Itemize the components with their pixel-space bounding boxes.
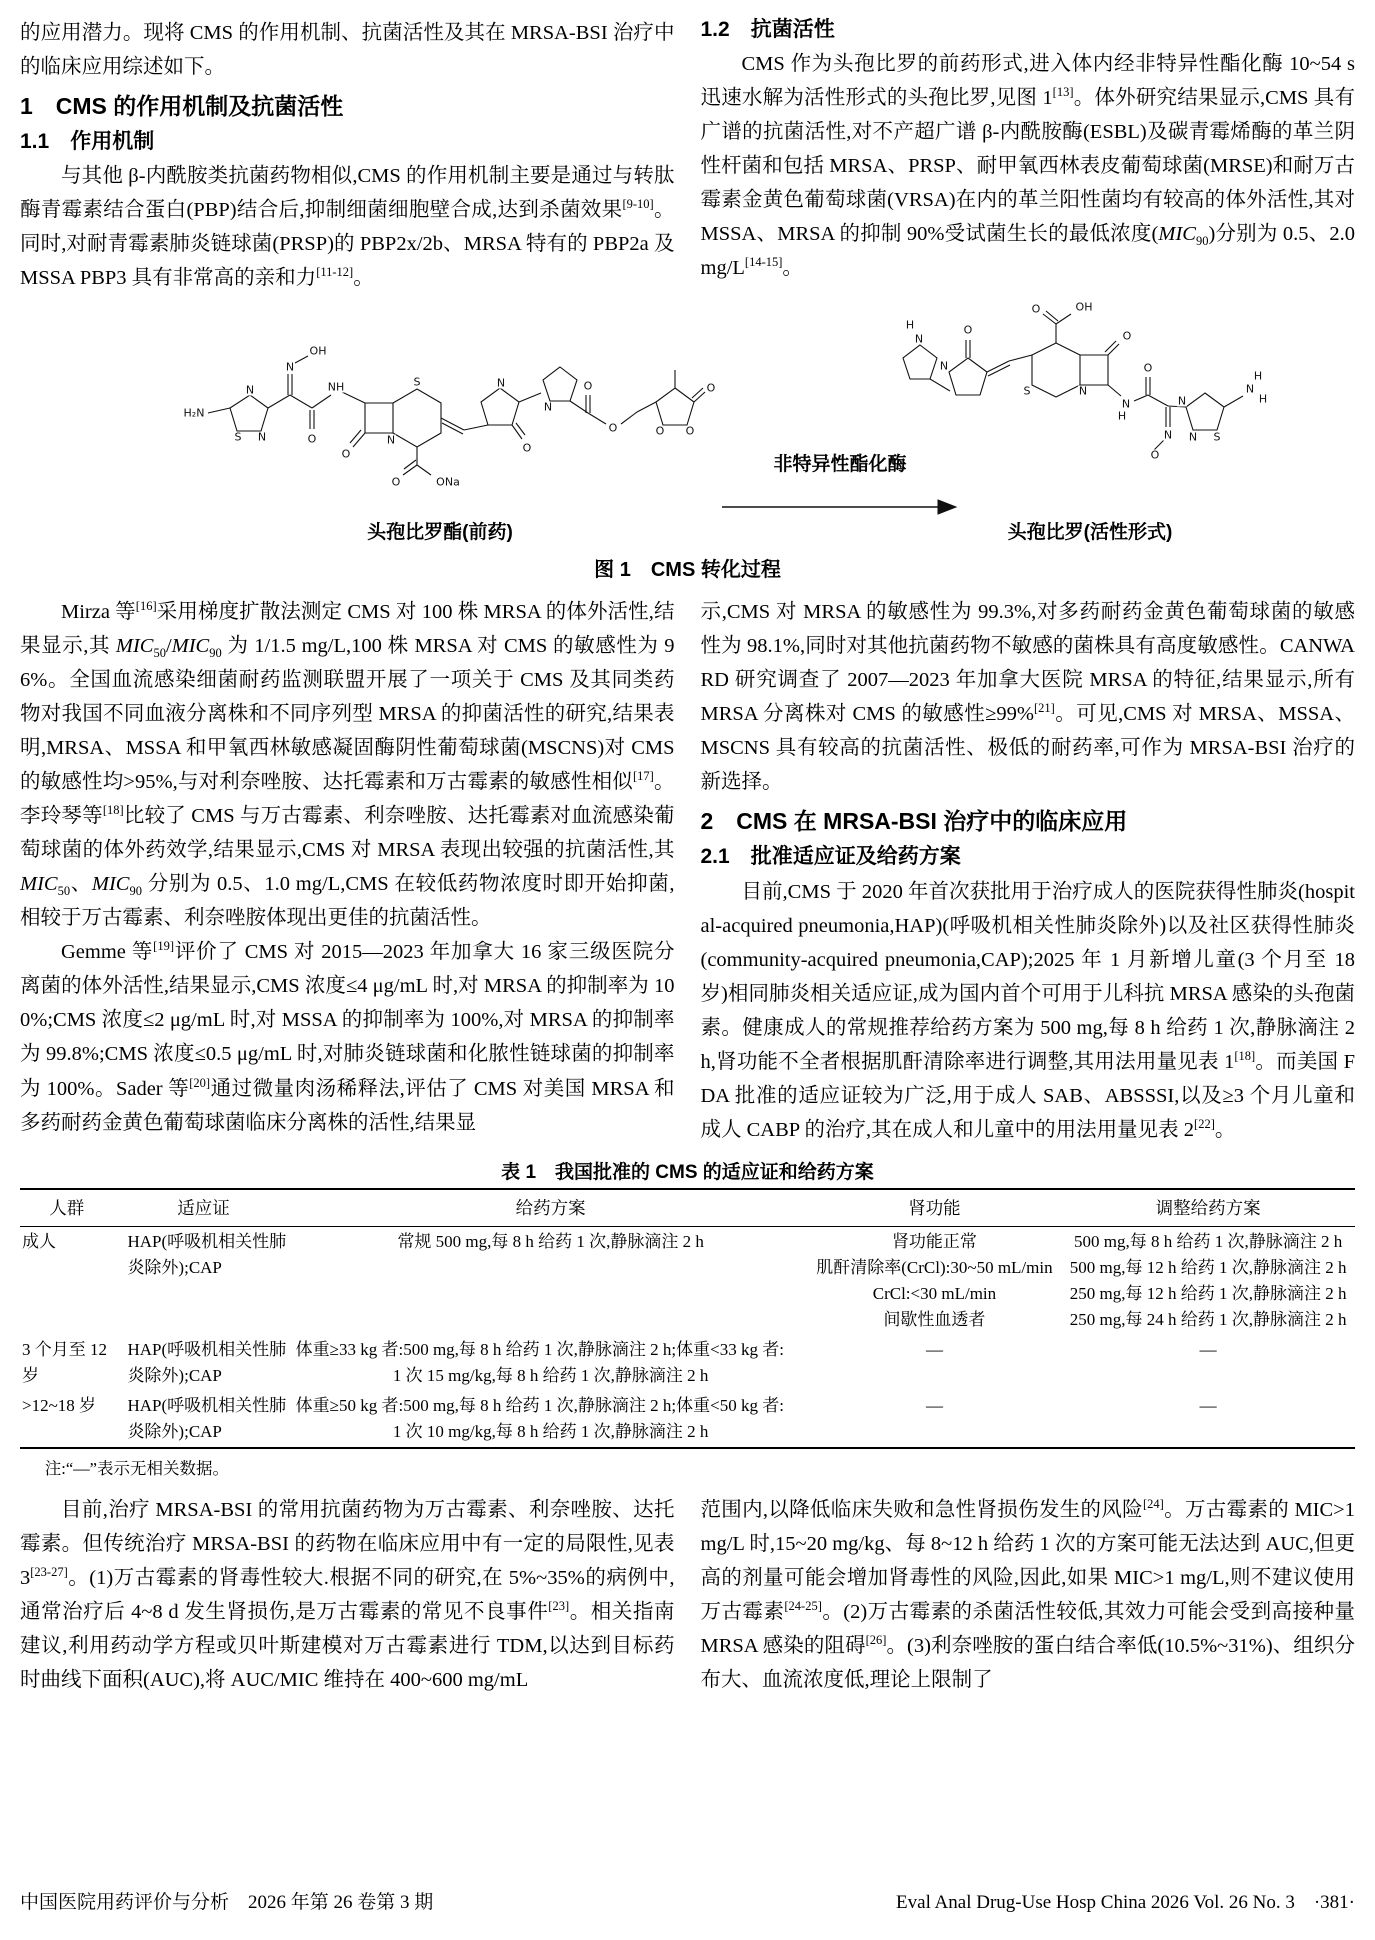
child2-regimen-line2: 1 次 10 mg/kg,每 8 h 给药 1 次,静脉滴注 2 h xyxy=(392,1421,709,1441)
atom-label: O xyxy=(1031,302,1041,316)
table-row-child-12-18y xyxy=(20,1391,1355,1447)
header-population: 人群 xyxy=(49,1197,85,1218)
footer-journal-en: Eval Anal Drug-Use Hosp China 2026 Vol. 26 No. 3 ·381· xyxy=(896,1892,1355,1913)
atom-label: O xyxy=(685,424,695,438)
top-left-column xyxy=(20,16,675,295)
atom-label: N xyxy=(543,400,553,414)
bottom-left-column xyxy=(20,1493,675,1697)
table-row-child-3m-12y xyxy=(20,1335,1355,1391)
child2-regimen xyxy=(294,1391,808,1447)
table-1-note: 注:“—”表示无相关数据。 xyxy=(44,1458,229,1478)
child2-population: >12~18 岁 xyxy=(22,1395,97,1415)
header-renal-function: 肾功能 xyxy=(908,1197,961,1218)
atom-label: O xyxy=(522,441,532,455)
bottom-band xyxy=(20,1493,1355,1697)
adult-population: 成人 xyxy=(22,1231,56,1251)
sensitivity-paragraph: 示,CMS 对 MRSA 的敏感性为 99.3%,对多药耐药金黄色葡萄球菌的敏感性为 98.1%,同时对其他抗菌药物不敏感的菌株具有高度敏感性。CANWARD 研究调查了 2007—2023 年加拿大医院 MRSA 的特征,结果显示,所有 MRSA 分离株对 CMS 的敏感性≥99%[21]。可见,CMS 对 MRSA、MSSA、MSCNS 具有较高的抗菌活性、极低的耐药率,可作为 MRSA-BSI 治疗的新选择。 xyxy=(700,601,1355,794)
atom-label: S xyxy=(234,430,242,444)
adjusted-dialysis: 250 mg,每 24 h 给药 1 次,静脉滴注 2 h xyxy=(1069,1309,1347,1329)
atom-label: N xyxy=(496,376,506,390)
figure-1-caption: 图 1 CMS 转化过程 xyxy=(594,559,781,582)
atom-label: H xyxy=(1117,409,1127,423)
atom-label: O xyxy=(1122,329,1132,343)
section-1-heading: 1 CMS 的作用机制及抗菌活性 xyxy=(20,93,344,120)
limitations-paragraph: 目前,治疗 MRSA-BSI 的常用抗菌药物为万古霉素、利奈唑胺、达托霉素。但传统治疗 MRSA-BSI 的药物在临床应用中有一定的局限性,见表 3[23-27]。(1)万古霉素的肾毒性较大.根据不同的研究,在 5%~35%的病例中,通常治疗后 4~8 d 发生肾损伤,是万古霉素的常见不良事件[23]。相关指南建议,利用药动学方程或贝叶斯建模对万古霉素进行 TDM,以达到目标药时曲线下面积(AUC),将 AUC/MIC 维持在 400~600 mg/mL xyxy=(20,1498,675,1691)
prodrug-label: 头孢比罗酯(前药) xyxy=(367,522,513,544)
renal-dialysis: 间歇性血透者 xyxy=(883,1309,986,1329)
atom-label: O xyxy=(1143,361,1153,375)
table-1 xyxy=(20,1157,1355,1479)
child1-renal: — xyxy=(925,1339,943,1359)
active-form-label: 头孢比罗(活性形式) xyxy=(1007,522,1173,544)
child1-regimen xyxy=(294,1335,808,1391)
atom-label: O xyxy=(608,421,618,435)
atom-label: O xyxy=(655,424,665,438)
renal-normal: 肾功能正常 xyxy=(891,1231,977,1251)
atom-label: OH xyxy=(1075,300,1093,314)
approval-paragraph: 目前,CMS 于 2020 年首次获批用于治疗成人的医院获得性肺炎(hospital-acquired pneumonia,HAP)(呼吸机相关性肺炎除外)以及社区获得性肺炎(community-acquired pneumonia,CAP);2025 年 1 月新增儿童(3 个月至 18 岁)相同肺炎相关适应证,成为国内首个可用于儿科抗 MRSA 感染的头孢菌素。健康成人的常规推荐给药方案为 500 mg,每 8 h 给药 1 次,静脉滴注 2 h,肾功能不全者根据肌酐清除率进行调整,其用法用量见表 1[18]。而美国 FDA 批准的适应证较为广泛,用于成人 SAB、ABSSSI,以及≥3 个月儿童和成人 CABP 的治疗,其在成人和儿童中的用法用量见表 2[22]。 xyxy=(700,880,1356,1141)
atom-label: NH xyxy=(327,380,345,394)
bottom-right-column xyxy=(701,1493,1356,1697)
atom-label: ONa xyxy=(436,475,460,489)
child2-indication: HAP(呼吸机相关性肺炎除外);CAP xyxy=(127,1395,287,1441)
adult-regimen: 常规 500 mg,每 8 h 给药 1 次,静脉滴注 2 h xyxy=(397,1231,704,1251)
atom-label: O xyxy=(1150,448,1160,462)
middle-right-column xyxy=(701,595,1356,1146)
atom-label: O xyxy=(307,432,317,446)
atom-label: O xyxy=(391,475,401,489)
section-1-2-heading: 1.2 抗菌活性 xyxy=(700,18,835,41)
middle-band xyxy=(20,595,1355,1146)
child2-renal: — xyxy=(925,1395,943,1415)
prodrug-structure xyxy=(160,313,720,513)
atom-label: N xyxy=(386,433,396,447)
table-1-grid xyxy=(20,1188,1355,1449)
renal-crcl-lt30: CrCl:<30 mL/min xyxy=(872,1283,997,1303)
header-regimen: 给药方案 xyxy=(515,1197,586,1218)
child1-regimen-line2: 1 次 15 mg/kg,每 8 h 给药 1 次,静脉滴注 2 h xyxy=(392,1365,709,1385)
table-1-title: 表 1 我国批准的 CMS 的适应证和给药方案 xyxy=(501,1161,874,1183)
adult-indication: HAP(呼吸机相关性肺炎除外);CAP xyxy=(127,1231,287,1277)
atom-label: H₂N xyxy=(183,406,205,420)
child1-indication: HAP(呼吸机相关性肺炎除外);CAP xyxy=(127,1339,287,1385)
atom-label: N xyxy=(257,430,267,444)
child2-adjusted: — xyxy=(1199,1395,1217,1415)
atom-label: O xyxy=(341,447,351,461)
atom-label: N xyxy=(1078,384,1088,398)
atom-label: O xyxy=(706,381,716,395)
atom-label: N xyxy=(1177,394,1187,408)
atom-label: N xyxy=(1121,397,1131,411)
middle-left-column xyxy=(20,595,675,1146)
atom-label: N xyxy=(939,359,949,373)
atom-label: H xyxy=(1258,392,1268,406)
section-2-heading: 2 CMS 在 MRSA-BSI 治疗中的临床应用 xyxy=(700,808,1128,835)
enzyme-label: 非特异性酯化酶 xyxy=(773,454,907,476)
atom-label: N xyxy=(1245,382,1255,396)
atom-label: S xyxy=(1213,430,1221,444)
adjusted-normal: 500 mg,每 8 h 给药 1 次,静脉滴注 2 h xyxy=(1073,1231,1343,1251)
header-indication: 适应证 xyxy=(177,1197,230,1218)
atom-label: N xyxy=(245,383,255,397)
adjusted-crcl-30-50: 500 mg,每 12 h 给药 1 次,静脉滴注 2 h xyxy=(1069,1257,1347,1277)
child1-population: 3 个月至 12 岁 xyxy=(22,1339,107,1385)
atom-label: S xyxy=(413,375,421,389)
child1-adjusted: — xyxy=(1199,1339,1217,1359)
adult-renal-list xyxy=(808,1227,1062,1335)
active-form-structure xyxy=(860,300,1320,513)
child1-regimen-line1: 体重≥33 kg 者:500 mg,每 8 h 给药 1 次,静脉滴注 2 h;体重<33 kg 者: xyxy=(295,1339,784,1359)
atom-label: S xyxy=(1023,384,1031,398)
atom-label: O xyxy=(583,379,593,393)
mirza-paragraph: Mirza 等[16]采用梯度扩散法测定 CMS 对 100 株 MRSA 的体外活性,结果显示,其 $MIC_{50}/MIC_{90}$ 为 1/1.5 mg/L,100 株 MRSA 对 CMS 的敏感性为 96%。全国血流感染细菌耐药监测联盟开展了一项关于 CMS 及其同类药物对我国不同血液分离株和不同序列型 MRSA 的抑菌活性的研究,结果表明,MRSA、MSSA 和甲氧西林敏感凝固酶阴性葡萄球菌(MSCNS)对 CMS 的敏感性均>95%,与对利奈唑胺、达托霉素和万古霉素的敏感性相似[17]。李玲琴等[18]比较了 CMS 与万古霉素、利奈唑胺、达托霉素对血流感染葡萄球菌的体外药效学,结果显示,CMS 对 MRSA 表现出较强的抗菌活性,其 $MIC_{50}$、$MIC_{90}$ 分别为 0.5、1.0 mg/L,CMS 在较低药物浓度时即开始抑菌,相较于万古霉素、利奈唑胺体现出更佳的抗菌活性。 xyxy=(20,599,675,930)
section-1-1-heading: 1.1 作用机制 xyxy=(20,129,155,153)
table-row-adult xyxy=(20,1227,1355,1335)
atom-label: N xyxy=(285,360,295,374)
gemme-paragraph: Gemme 等[19]评价了 CMS 对 2015—2023 年加拿大 16 家三级医院分离菌的体外活性,结果显示,CMS 浓度≤4 μg/mL 时,对 MRSA 的抑制率为 100%;CMS 浓度≤2 μg/mL 时,对 MSSA 的抑制率为 100%,对 MRSA 的抑制率为 99.8%;CMS 浓度≤0.5 μg/mL 时,对肺炎链球菌和化脓性链球菌的抑制率为 100%。Sader 等[20]通过微量肉汤稀释法,评估了 CMS 对美国 MRSA 和多药耐药金黄色葡萄球菌临床分离株的活性,结果显 xyxy=(20,939,675,1134)
atom-label: N xyxy=(914,332,924,346)
activity-paragraph: CMS 作为头孢比罗的前药形式,进入体内经非特异性酯化酶 10~54 s 迅速水解为活性形式的头孢比罗,见图 1[13]。体外研究结果显示,CMS 具有广谱的抗菌活性,对不产超广谱 β-内酰胺酶(ESBL)及碳青霉烯酶的革兰阴性杆菌和包括 MRSA、PRSP、耐甲氧西林表皮葡萄球菌(MRSE)和耐万古霉素金黄色葡萄球菌(VRSA)在内的革兰阳性菌均有较高的体外活性,其对 MSSA、MRSA 的抑制 90%受试菌生长的最低浓度$(MIC_{90})$分别为 0.5、2.0 mg/L[14-15]。 xyxy=(700,53,1356,280)
atom-label: N xyxy=(1163,428,1173,442)
atom-label: N xyxy=(1188,430,1198,444)
footer-journal-cn: 中国医院用药评价与分析 2026 年第 26 卷第 3 期 xyxy=(20,1892,434,1913)
atom-label: O xyxy=(963,323,973,337)
header-adjusted-regimen: 调整给药方案 xyxy=(1155,1197,1261,1218)
section-2-1-heading: 2.1 批准适应证及给药方案 xyxy=(700,845,961,869)
table-header-row xyxy=(20,1190,1355,1227)
page-footer xyxy=(20,1887,1355,1914)
atom-label: OH xyxy=(309,344,327,358)
adjusted-crcl-lt30: 250 mg,每 12 h 给药 1 次,静脉滴注 2 h xyxy=(1069,1283,1347,1303)
top-right-column xyxy=(701,16,1356,295)
child2-regimen-line1: 体重≥50 kg 者:500 mg,每 8 h 给药 1 次,静脉滴注 2 h;体重<50 kg 者: xyxy=(295,1395,784,1415)
active-form-structure-drawing xyxy=(860,300,1320,513)
atom-label: H xyxy=(1253,369,1263,383)
mechanism-paragraph: 与其他 β-内酰胺类抗菌药物相似,CMS 的作用机制主要是通过与转肽酶青霉素结合蛋白(PBP)结合后,抑制细菌细胞壁合成,达到杀菌效果[9-10]。同时,对耐青霉素肺炎链球菌(PRSP)的 PBP2x/2b、MRSA 特有的 PBP2a 及 MSSA PBP3 具有非常高的亲和力[11-12]。 xyxy=(20,165,675,290)
top-band xyxy=(20,16,1355,295)
renal-crcl-30-50: 肌酐清除率(CrCl):30~50 mL/min xyxy=(816,1257,1053,1277)
intro-tail-paragraph: 的应用潜力。现将 CMS 的作用机制、抗菌活性及其在 MRSA-BSI 治疗中的临床应用综述如下。 xyxy=(20,22,675,79)
atom-label: H xyxy=(905,318,915,332)
adult-adjusted-list xyxy=(1061,1227,1355,1335)
figure-1 xyxy=(20,299,1355,595)
limitations-continued-paragraph: 范围内,以降低临床失败和急性肾损伤发生的风险[24]。万古霉素的 MIC>1 mg/L 时,15~20 mg/kg、每 8~12 h 给药 1 次的方案可能无法达到 AUC,但更高的剂量可能会增加肾毒性的风险,因此,如果 MIC>1 mg/L,则不建议使用万古霉素[24-25]。(2)万古霉素的杀菌活性较低,其效力可能会受到高接种量 MRSA 感染的阻碍[26]。(3)利奈唑胺的蛋白结合率低(10.5%~31%)、组织分布大、血流浓度低,理论上限制了 xyxy=(700,1496,1356,1691)
